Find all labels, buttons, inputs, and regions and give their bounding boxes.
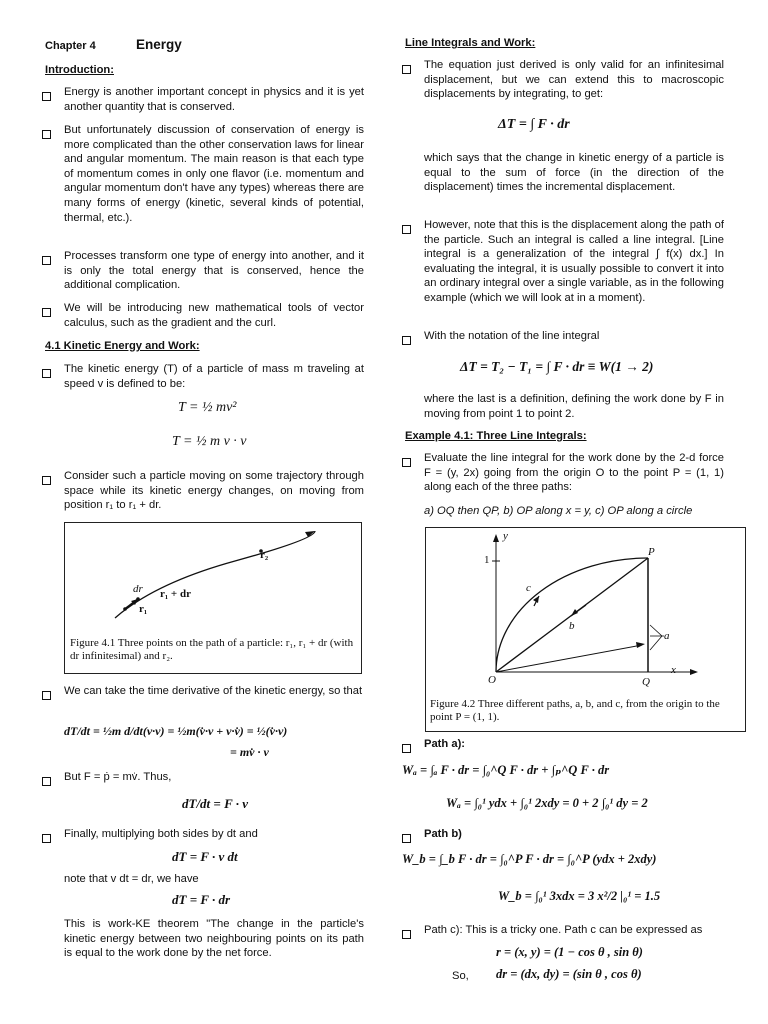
checkbox-bullet-icon <box>402 744 411 753</box>
equation-dt: dT = F · v dt <box>172 849 238 864</box>
equation-derivative-2: = mv̇ · v <box>230 745 269 759</box>
checkbox-bullet-icon <box>402 458 411 467</box>
label-b: b <box>569 620 575 632</box>
ke-bullet <box>42 362 364 396</box>
line-integral-bullet-text: The equation just derived is only valid for an infinitesimal displacement, but we can extend this to macroscopic displacements by integrating, to get: <box>424 59 724 101</box>
checkbox-bullet-icon <box>402 336 411 345</box>
example-heading: Example 4.1: Three Line Integrals: <box>405 430 587 442</box>
equation-wa-2: Wₐ = ∫₀¹ ydx + ∫₀¹ 2xdy = 0 + 2 ∫₀¹ dy = 2 <box>446 796 648 810</box>
label-dr: dr <box>133 583 143 595</box>
ke-bullet-text: The kinetic energy (T) of a particle of mass m traveling at speed v is defined to be: <box>64 363 364 390</box>
force-bullet <box>42 770 364 788</box>
equation-wb-1: W_b = ∫_b F · dr = ∫₀^P F · dr = ∫₀^P (ydx + 2xdy) <box>402 852 657 866</box>
so-label: So, <box>452 970 469 982</box>
intro-bullet-1 <box>42 85 364 125</box>
theorem-text: This is work-KE theorem "The change in the particle's kinetic energy between two neighbouring points on its path is equal to the work done by the net force. <box>64 918 364 960</box>
path-a-label: Path a): <box>424 738 466 750</box>
label-O: O <box>488 674 496 686</box>
label-Q: Q <box>642 676 650 688</box>
checkbox-bullet-icon <box>42 691 51 700</box>
path-a-bullet <box>402 737 724 755</box>
derivative-bullet-text: We can take the time derivative of the kinetic energy, so that <box>64 685 363 697</box>
figure-4-1 <box>64 522 362 674</box>
intro-bullet-text: Processes transform one type of energy into another, and it is only the total energy that is conserved, hence the additional complication. <box>64 250 364 292</box>
label-one: 1 <box>484 554 490 566</box>
path-c-text: Path c): This is a tricky one. Path c can be expressed as <box>424 924 703 936</box>
line-integral-bullet-text: With the notation of the line integral <box>424 330 600 342</box>
line-integral-bullet-text: However, note that this is the displacement along the path of the particle. Such an integral is called a line integral. [Line integral is a generalization of the integral ∫ f(x) dx.] In evaluating the integral, it is usually possible to convert it into an ordinary integral over a single variable, as in the following example (which we will look at in a moment). <box>424 219 724 304</box>
checkbox-bullet-icon <box>42 834 51 843</box>
multiply-bullet <box>42 827 364 845</box>
checkbox-bullet-icon <box>42 130 51 139</box>
label-x: x <box>671 664 676 676</box>
intro-heading: Introduction: <box>45 64 114 76</box>
line-integral-bullet-3 <box>402 329 724 347</box>
checkbox-bullet-icon <box>42 308 51 317</box>
section-heading: 4.1 Kinetic Energy and Work: <box>45 340 200 352</box>
line-integral-bullet-2 <box>402 218 724 326</box>
intro-bullet-text: Energy is another important concept in physics and it is yet another quantity that is conserved. <box>64 86 364 113</box>
note-text: note that v dt = dr, we have <box>64 873 199 885</box>
path-b-bullet <box>402 827 724 845</box>
equation-r-circle: r = (x, y) = (1 − cos θ , sin θ) <box>496 945 643 959</box>
example-paths: a) OQ then QP, b) OP along x = y, c) OP along a circle <box>424 505 693 517</box>
trajectory-bullet-text: Consider such a particle moving on some trajectory through space while its kinetic energy changes, on moving from position r₁ to r₁ + dr. <box>64 470 364 512</box>
label-y: y <box>503 530 508 542</box>
chapter-label: Chapter 4 <box>45 40 96 52</box>
label-r2: r₂ <box>260 549 269 561</box>
intro-bullet-text: But unfortunately discussion of conservation of energy is more complicated than the other conservation laws for linear and angular momentum. The main reason is that each type of momentum comes in only one flavor (i.e. momentum and angular momentum don't have any types) whereas there are many forms of energy (kinetic, several kinds of potential, thermal, etc.). <box>64 124 364 224</box>
checkbox-bullet-icon <box>402 834 411 843</box>
figure-4-1-caption: Figure 4.1 Three points on the path of a particle: r₁, r₁ + dr (with dr infinitesimal) and r₂. <box>70 637 354 662</box>
line-integrals-heading: Line Integrals and Work: <box>405 37 536 49</box>
derivative-bullet <box>42 684 364 718</box>
checkbox-bullet-icon <box>402 930 411 939</box>
example-bullet-text: Evaluate the line integral for the work done by the 2-d force F = (y, 2x) going from the origin O to the point P = (1, 1) along each of the three paths: <box>424 452 724 494</box>
checkbox-bullet-icon <box>42 476 51 485</box>
checkbox-bullet-icon <box>42 777 51 786</box>
equation-dr-circle: dr = (dx, dy) = (sin θ , cos θ) <box>496 967 642 981</box>
path-b-label: Path b) <box>424 828 462 840</box>
line-integral-bullet-1 <box>402 58 724 106</box>
figure-4-2 <box>425 527 746 732</box>
equation-power: dT/dt = F · v <box>182 796 249 811</box>
label-c: c <box>526 582 531 594</box>
force-bullet-text: But F = ṗ = mv̇. Thus, <box>64 771 172 783</box>
figure-4-2-caption: Figure 4.2 Three different paths, a, b, and c, from the origin to the point P = (1, 1). <box>430 698 720 723</box>
equation-ke-1: T = ½ mv² <box>178 400 237 415</box>
line-integral-text-4: where the last is a definition, defining the work done by F in moving from point 1 to point 2. <box>424 393 724 420</box>
trajectory-bullet <box>42 469 364 517</box>
intro-bullet-3 <box>42 249 364 299</box>
label-r1-plus-dr: r₁ + dr <box>160 588 191 600</box>
intro-bullet-2 <box>42 123 364 249</box>
equation-dr: dT = F · dr <box>172 892 231 907</box>
label-r1: r₁ <box>139 603 148 615</box>
checkbox-bullet-icon <box>402 65 411 74</box>
example-bullet <box>402 451 724 499</box>
multiply-bullet-text: Finally, multiplying both sides by dt and <box>64 828 258 840</box>
checkbox-bullet-icon <box>42 369 51 378</box>
intro-bullet-4 <box>42 301 364 335</box>
label-a: a <box>664 630 670 642</box>
checkbox-bullet-icon <box>42 92 51 101</box>
equation-work-definition: ΔT = T₂ − T₁ = ∫ F · dr ≡ W(1 → 2) <box>460 359 654 374</box>
equation-wa-1: Wₐ = ∫ₐ F · dr = ∫₀^Q F · dr + ∫ₚ^Q F · dr <box>402 763 610 777</box>
equation-ke-2: T = ½ m v · v <box>172 434 247 449</box>
equation-derivative: dT/dt = ½m d/dt(v·v) = ½m(v̇·v + v·v̇) = ½(v̇·v) <box>64 724 288 738</box>
equation-wb-2: W_b = ∫₀¹ 3xdx = 3 x²/2 |₀¹ = 1.5 <box>498 889 661 903</box>
checkbox-bullet-icon <box>42 256 51 265</box>
line-integral-text-2: which says that the change in kinetic energy of a particle is equal to the sum of force (in the direction of the displacement) times the incremental displacement. <box>424 152 724 194</box>
path-c-bullet <box>402 923 724 941</box>
checkbox-bullet-icon <box>402 225 411 234</box>
intro-bullet-text: We will be introducing new mathematical tools of vector calculus, such as the gradient and the curl. <box>64 302 364 329</box>
chapter-title: Energy <box>136 37 182 52</box>
label-P: P <box>648 546 655 558</box>
equation-line-integral: ΔT = ∫ F · dr <box>498 117 570 132</box>
